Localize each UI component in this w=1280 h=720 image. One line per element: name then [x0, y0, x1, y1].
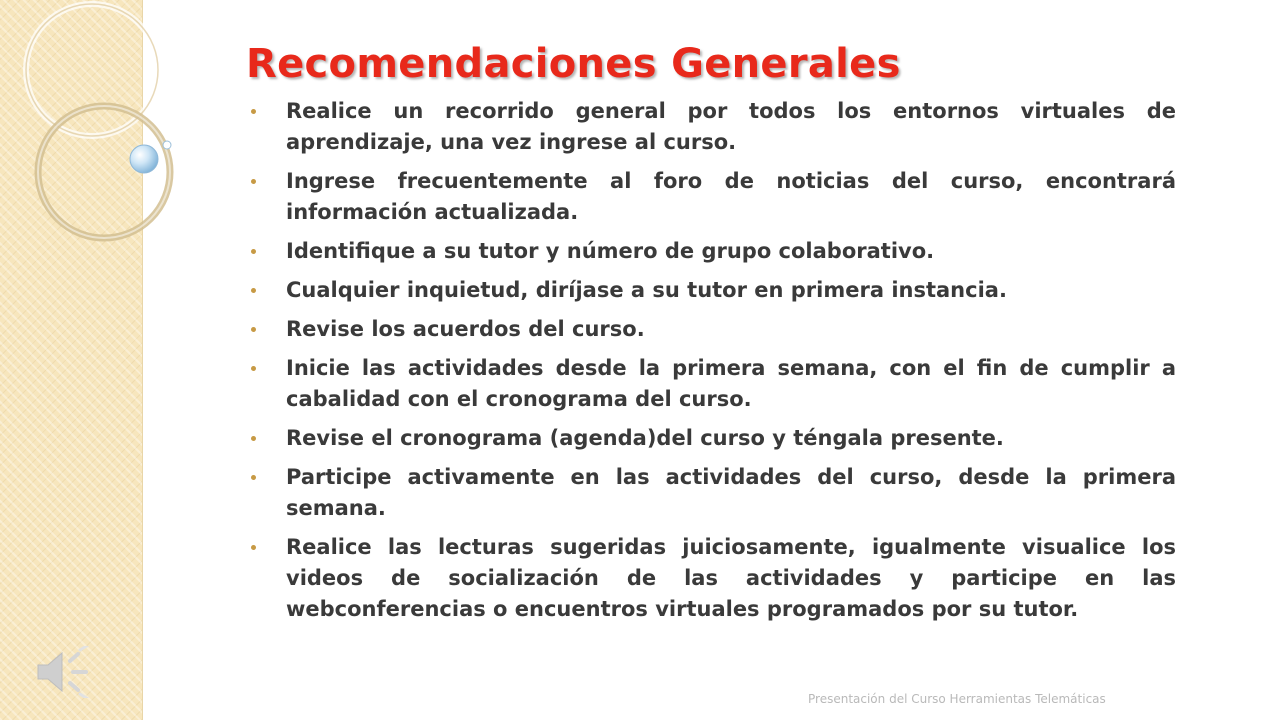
bullet-dot-icon [251, 327, 256, 332]
bullet-item [248, 96, 1176, 158]
bullet-dot-icon [251, 366, 256, 371]
bullet-item [248, 236, 1176, 267]
slide-footer: Presentación del Curso Herramientas Telemáticas [808, 692, 1106, 706]
bullet-item [248, 275, 1176, 306]
bullet-dot-icon [251, 109, 256, 114]
decorative-bubble-small [163, 141, 171, 149]
bullet-dot-icon [251, 249, 256, 254]
bullet-text: Ingrese frecuentemente al foro de noticias del curso, encontrará información actualizada. [286, 169, 1176, 224]
bullet-item [248, 532, 1176, 625]
decorative-rings [0, 0, 260, 260]
bullet-text: Revise los acuerdos del curso. [286, 317, 645, 341]
bullet-text: Inicie las actividades desde la primera semana, con el fin de cumplir a cabalidad con el cronograma del curso. [286, 356, 1176, 411]
bullet-item [248, 314, 1176, 345]
bullet-text: Revise el cronograma (agenda)del curso y téngala presente. [286, 426, 1004, 450]
bullet-text: Realice las lecturas sugeridas juiciosamente, igualmente visualice los videos de socialización de las actividades y participe en las webconferencias o encuentros virtuales programados por su tutor. [286, 535, 1176, 621]
bullet-item [248, 462, 1176, 524]
bullet-item [248, 353, 1176, 415]
bullet-text: Realice un recorrido general por todos los entornos virtuales de aprendizaje, una vez ingrese al curso. [286, 99, 1176, 154]
bullet-dot-icon [251, 436, 256, 441]
bullet-dot-icon [251, 545, 256, 550]
bullet-dot-icon [251, 475, 256, 480]
decorative-bubble-large [130, 145, 158, 173]
bullet-item [248, 423, 1176, 454]
bullet-text: Identifique a su tutor y número de grupo colaborativo. [286, 239, 935, 263]
bullet-text: Participe activamente en las actividades del curso, desde la primera semana. [286, 465, 1176, 520]
bullet-text: Cualquier inquietud, diríjase a su tutor en primera instancia. [286, 278, 1007, 302]
speaker-icon[interactable] [34, 646, 98, 698]
bullet-item [248, 166, 1176, 228]
bullet-dot-icon [251, 288, 256, 293]
bullet-dot-icon [251, 179, 256, 184]
bullet-list [248, 96, 1176, 633]
slide-title: Recomendaciones Generales [246, 41, 901, 87]
